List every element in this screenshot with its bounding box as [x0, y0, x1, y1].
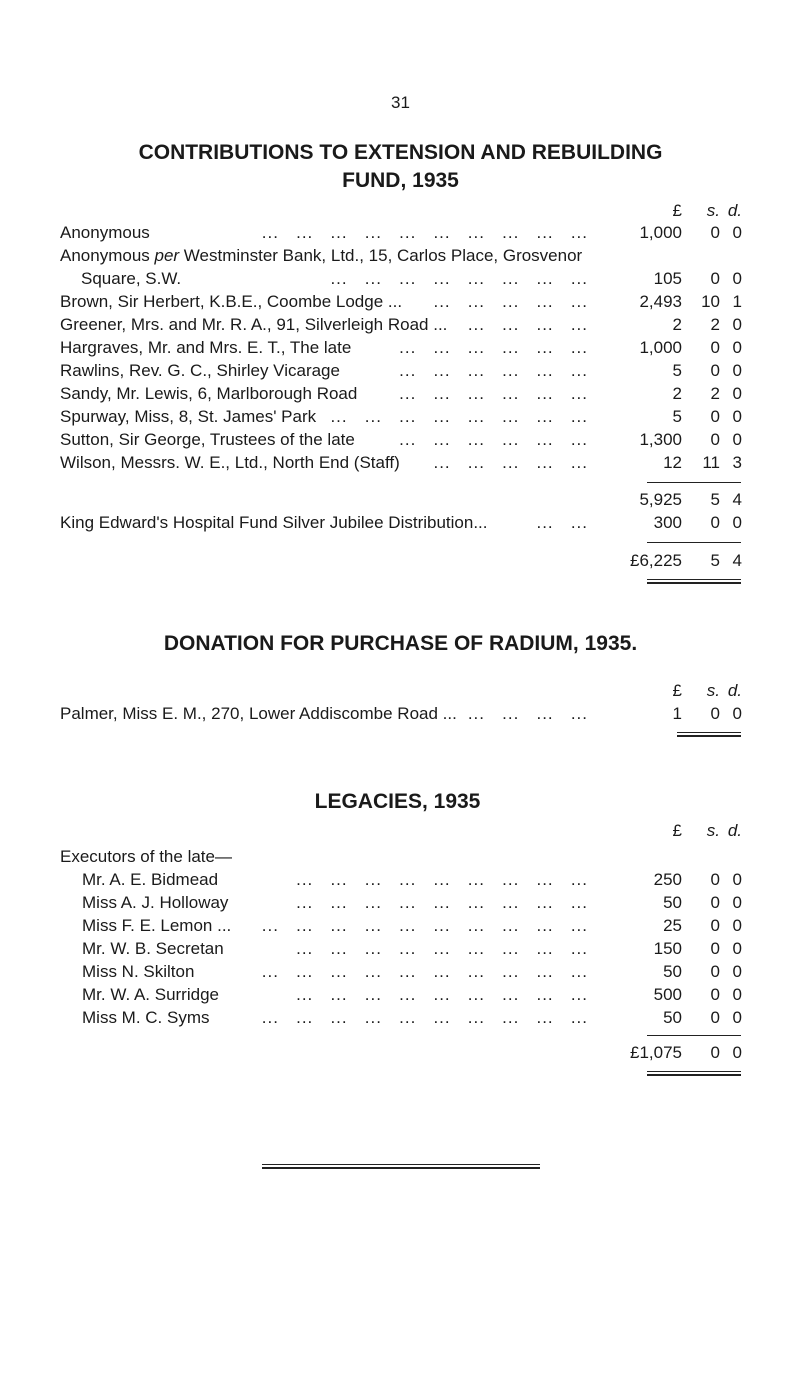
row-name: Mr. W. A. Surridge — [82, 985, 219, 1004]
ledger-row — [60, 360, 740, 382]
row-shillings: 0 — [710, 893, 720, 912]
ledger-row — [60, 915, 740, 937]
leader-dots: ... ... ... ... ... — [433, 453, 588, 472]
total-pence: 0 — [732, 1043, 742, 1062]
row-pounds: 1,000 — [639, 338, 682, 357]
row-shillings: 0 — [710, 916, 720, 935]
ledger-row — [60, 383, 740, 405]
pence-header: d. — [727, 821, 742, 840]
row-name: Miss M. C. Syms — [82, 1008, 210, 1027]
row-name: Miss N. Skilton — [82, 962, 195, 981]
row-shillings: 2 — [710, 384, 720, 403]
jubilee-row — [60, 512, 740, 534]
leader-dots: ... ... ... ... ... ... — [399, 384, 588, 403]
shillings-header: s. — [706, 201, 720, 220]
row-name: Wilson, Messrs. W. E., Ltd., North End (Staff) — [60, 453, 400, 472]
row-pence: 0 — [732, 223, 742, 242]
row-name: Miss A. J. Holloway — [82, 893, 229, 912]
leader-dots: ... ... ... ... ... ... ... ... — [330, 407, 588, 426]
row-shillings: 0 — [710, 407, 720, 426]
row-pence: 0 — [732, 384, 742, 403]
row-shillings: 10 — [701, 292, 720, 311]
row-name: King Edward's Hospital Fund Silver Jubilee Distribution... — [60, 513, 488, 532]
row-pounds: 2 — [672, 384, 682, 403]
row-shillings: 0 — [710, 985, 720, 1004]
row-name: Mr. W. B. Secretan — [82, 939, 224, 958]
row-pence: 0 — [732, 985, 742, 1004]
leader-dots: ... ... ... ... ... ... ... ... ... ... — [261, 916, 588, 935]
row-pence: 0 — [732, 916, 742, 935]
row-pence: 0 — [732, 870, 742, 889]
row-shillings: 0 — [710, 704, 720, 723]
row-name: Anonymous — [60, 223, 150, 242]
shillings-header: s. — [706, 821, 720, 840]
row-pounds: 250 — [653, 870, 682, 889]
ledger-row — [60, 406, 740, 428]
row-shillings: 0 — [710, 361, 720, 380]
ledger-row — [60, 961, 740, 983]
row-pounds: 50 — [663, 1008, 682, 1027]
section3-title: LEGACIES, 1935 — [314, 790, 481, 813]
ledger-row — [60, 984, 740, 1006]
row-pounds: 150 — [653, 939, 682, 958]
ledger-row — [60, 1007, 740, 1029]
leader-dots: ... ... ... ... ... ... ... ... ... — [296, 939, 588, 958]
row-shillings: 0 — [710, 338, 720, 357]
ledger-row — [60, 337, 740, 359]
total-row — [60, 550, 740, 572]
section2-title: DONATION FOR PURCHASE OF RADIUM, 1935. — [163, 632, 638, 655]
leader-dots: ... ... ... ... ... ... — [399, 361, 588, 380]
leader-dots: ... ... ... ... — [467, 704, 588, 723]
leader-dots: ... ... ... ... ... ... ... ... ... — [296, 985, 588, 1004]
row-name: Sandy, Mr. Lewis, 6, Marlborough Road — [60, 384, 358, 403]
section2-column-headers — [60, 680, 740, 702]
total-shillings: 5 — [710, 551, 720, 570]
executors-intro — [60, 846, 740, 868]
pence-header: d. — [727, 681, 742, 700]
row-pounds: 300 — [653, 513, 682, 532]
row-shillings: 0 — [710, 870, 720, 889]
total-rule — [647, 542, 741, 543]
row-pounds: 25 — [663, 916, 682, 935]
legacies-double-rule — [647, 1071, 741, 1076]
ledger-row — [60, 429, 740, 451]
row-pence: 0 — [732, 1008, 742, 1027]
ledger-row — [60, 452, 740, 474]
row-pence: 0 — [732, 704, 742, 723]
row-name: Hargraves, Mr. and Mrs. E. T., The late — [60, 338, 352, 357]
leader-dots: ... ... ... ... — [467, 315, 588, 334]
row-pounds: 50 — [663, 893, 682, 912]
subtotal-row — [60, 489, 740, 511]
row-pounds: 2,493 — [639, 292, 682, 311]
pounds-header: £ — [672, 681, 682, 700]
row-name: Anonymous per Westminster Bank, Ltd., 15, Carlos Place, Grosvenor — [60, 246, 583, 265]
ledger-row — [60, 892, 740, 914]
total-pounds: £1,075 — [630, 1043, 682, 1062]
pence-header: d. — [727, 201, 742, 220]
row-pence: 0 — [732, 893, 742, 912]
row-pounds: 1,300 — [639, 430, 682, 449]
legacies-total-rule — [647, 1035, 741, 1036]
row-pence: 0 — [732, 513, 742, 532]
row-pence: 0 — [732, 315, 742, 334]
row-pence: 0 — [732, 338, 742, 357]
leader-dots: ... ... ... ... ... ... ... ... ... — [296, 893, 588, 912]
row-pence: 0 — [732, 939, 742, 958]
total-double-rule — [647, 579, 741, 584]
row-shillings: 0 — [710, 223, 720, 242]
row-shillings: 0 — [710, 513, 720, 532]
page-end-rule — [262, 1164, 540, 1169]
row-name: Spurway, Miss, 8, St. James' Park — [60, 407, 317, 426]
subtotal-rule — [647, 482, 741, 483]
row-shillings: 0 — [710, 1008, 720, 1027]
leader-dots: ... ... ... ... ... — [433, 292, 588, 311]
row-name-line2: Square, S.W. — [81, 269, 182, 288]
ledger-row — [60, 703, 740, 725]
row-name: Mr. A. E. Bidmead — [82, 870, 219, 889]
pounds-header: £ — [672, 821, 682, 840]
section3-column-headers — [60, 820, 740, 842]
row-pence: 0 — [732, 407, 742, 426]
ledger-row — [60, 222, 740, 244]
row-shillings: 0 — [710, 962, 720, 981]
leader-dots: ... ... ... ... ... ... ... ... ... — [296, 870, 588, 889]
row-pounds: 2 — [672, 315, 682, 334]
ledger-row — [60, 291, 740, 313]
row-name: Greener, Mrs. and Mr. R. A., 91, Silverleigh Road ... — [60, 315, 448, 334]
ledger-row-continuation — [60, 268, 740, 290]
row-pence: 0 — [732, 430, 742, 449]
row-shillings: 2 — [710, 315, 720, 334]
row-pounds: 500 — [653, 985, 682, 1004]
shillings-header: s. — [706, 681, 720, 700]
row-name: Palmer, Miss E. M., 270, Lower Addiscombe Road ... — [60, 704, 457, 723]
leader-dots: ... ... ... ... ... ... — [399, 430, 588, 449]
row-pence: 3 — [732, 453, 742, 472]
subtotal-pence: 4 — [732, 490, 742, 509]
section1-column-headers — [60, 200, 740, 222]
row-pence: 0 — [732, 361, 742, 380]
subtotal-shillings: 5 — [710, 490, 720, 509]
ledger-row — [60, 245, 740, 267]
total-shillings: 0 — [710, 1043, 720, 1062]
row-pounds: 1,000 — [639, 223, 682, 242]
row-pence: 0 — [732, 269, 742, 288]
row-shillings: 0 — [710, 430, 720, 449]
row-pounds: 5 — [672, 361, 682, 380]
leader-dots: ... ... — [536, 513, 588, 532]
ledger-row — [60, 314, 740, 336]
legacies-total-row — [60, 1042, 740, 1064]
row-pounds: 105 — [653, 269, 682, 288]
row-shillings: 0 — [710, 939, 720, 958]
total-pence: 4 — [732, 551, 742, 570]
row-shillings: 11 — [702, 453, 720, 472]
row-pounds: 5 — [672, 407, 682, 426]
leader-dots: ... ... ... ... ... ... ... ... ... ... — [261, 1008, 588, 1027]
row-name: Miss F. E. Lemon ... — [82, 916, 232, 935]
subtotal-pounds: 5,925 — [639, 490, 682, 509]
page-number: 31 — [391, 93, 410, 112]
ledger-row — [60, 869, 740, 891]
leader-dots: ... ... ... ... ... ... — [399, 338, 588, 357]
intro-text: Executors of the late— — [60, 847, 232, 866]
leader-dots: ... ... ... ... ... ... ... ... — [330, 269, 588, 288]
row-name: Sutton, Sir George, Trustees of the late — [60, 430, 355, 449]
row-pence: 1 — [732, 292, 742, 311]
section2-double-rule — [677, 732, 741, 737]
row-pence: 0 — [732, 962, 742, 981]
leader-dots: ... ... ... ... ... ... ... ... ... ... — [261, 962, 588, 981]
row-pounds: 1 — [672, 704, 682, 723]
row-name: Rawlins, Rev. G. C., Shirley Vicarage — [60, 361, 340, 380]
ledger-row — [60, 938, 740, 960]
row-pounds: 50 — [663, 962, 682, 981]
pounds-header: £ — [672, 201, 682, 220]
row-pounds: 12 — [663, 453, 682, 472]
section1-title-line2: FUND, 1935 — [342, 169, 459, 192]
total-pounds: £6,225 — [630, 551, 682, 570]
section1-title-line1: CONTRIBUTIONS TO EXTENSION AND REBUILDING — [138, 141, 663, 164]
row-name: Brown, Sir Herbert, K.B.E., Coombe Lodge ... — [60, 292, 403, 311]
leader-dots: ... ... ... ... ... ... ... ... ... ... — [261, 223, 588, 242]
row-shillings: 0 — [710, 269, 720, 288]
